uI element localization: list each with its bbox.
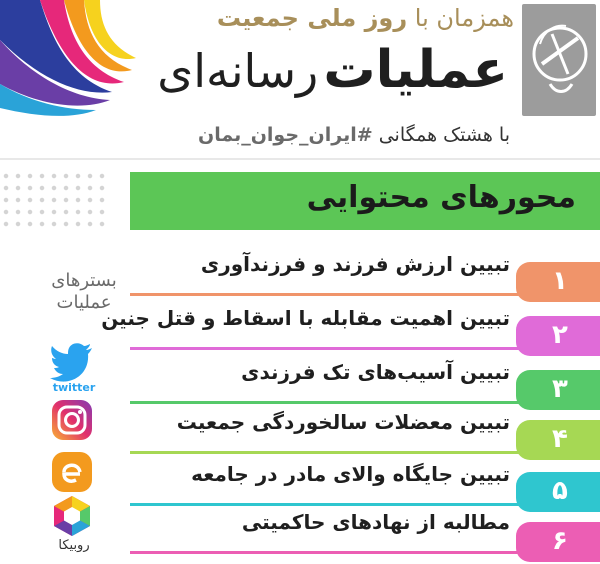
topic-number-tab-2: [516, 316, 600, 356]
topic-row-4: [130, 404, 520, 454]
twitter-link[interactable]: [50, 342, 94, 386]
topic-number: ۶: [552, 526, 568, 556]
topic-underline: [130, 293, 520, 296]
rubika-label: روبیکا: [58, 538, 90, 553]
topic-number: ۵: [552, 476, 568, 506]
dot-pattern-decoration: [0, 170, 110, 230]
topic-number: ۲: [552, 320, 568, 350]
topics-title: محورهای محتوایی: [306, 180, 576, 215]
topic-row-5: [130, 456, 520, 506]
rubika-icon: [50, 494, 94, 538]
header: [0, 0, 600, 160]
rubika-link[interactable]: [50, 494, 94, 538]
topic-underline: [130, 347, 520, 350]
topic-number: ۳: [552, 374, 568, 404]
title-media: رسانه‌ای: [157, 44, 319, 98]
topic-underline: [130, 551, 520, 554]
subtitle-occasion: روز ملی جمعیت: [216, 4, 408, 32]
page-title: [128, 40, 508, 116]
subtitle-prefix: همزمان با: [407, 4, 514, 32]
hashtag[interactable]: #ایران_جوان_بمان: [197, 124, 373, 146]
topics-banner: [130, 172, 600, 230]
eitaa-icon: [50, 450, 94, 494]
topic-number-tab-1: [516, 262, 600, 302]
emblem-icon: [522, 4, 596, 116]
topic-row-1: [130, 246, 520, 296]
topic-number: ۱: [552, 266, 568, 296]
topic-row-3: [130, 354, 520, 404]
topic-row-6: [130, 504, 520, 554]
hashtag-line: [130, 124, 510, 146]
topic-label: تبیین ارزش فرزند و فرزندآوری: [200, 252, 510, 276]
hashtag-prefix: با هشتک همگانی: [372, 124, 510, 146]
topic-number: ۴: [552, 424, 568, 454]
topic-label: تبیین جایگاه والای مادر در جامعه: [191, 462, 510, 486]
topic-label: تبیین آسیب‌های تک فرزندی: [241, 360, 510, 384]
topic-number-tab-6: [516, 522, 600, 562]
instagram-link[interactable]: [50, 398, 94, 442]
topic-number-tab-5: [516, 472, 600, 512]
header-subtitle: [134, 4, 514, 32]
title-operation: عملیات: [323, 40, 508, 100]
channels-title: بسترهای عملیات: [51, 270, 117, 313]
organization-emblem: [522, 4, 596, 116]
twitter-icon: [50, 342, 94, 382]
topic-number-tab-3: [516, 370, 600, 410]
topic-number-tab-4: [516, 420, 600, 460]
topic-underline: [130, 451, 520, 454]
eitaa-link[interactable]: [50, 450, 94, 494]
topic-row-2: [101, 300, 520, 350]
header-divider: [0, 158, 600, 160]
topic-label: تبیین معضلات سالخوردگی جمعیت: [176, 410, 510, 434]
topic-label: مطالبه از نهادهای حاکمیتی: [241, 510, 510, 534]
channels-heading: [44, 270, 124, 314]
topic-label: تبیین اهمیت مقابله با اسقاط و قتل جنین: [101, 306, 510, 330]
twitter-label: twitter: [52, 381, 96, 394]
colorful-swirl-logo: [0, 0, 140, 140]
instagram-icon: [50, 398, 94, 442]
